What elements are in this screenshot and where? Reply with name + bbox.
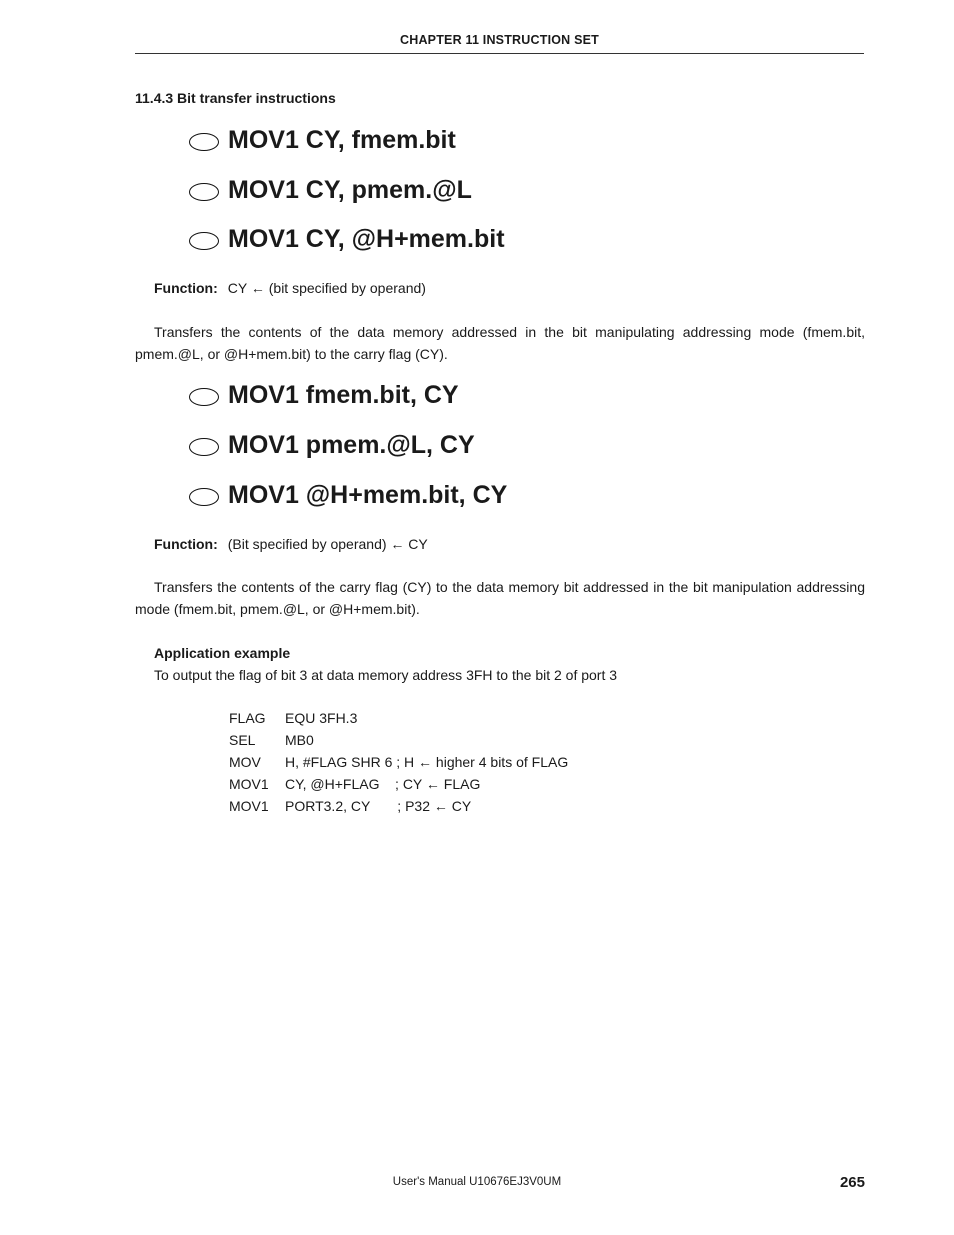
- instruction-title: MOV1 CY, @H+mem.bit: [228, 224, 505, 253]
- code-operand: PORT3.2, CY ; P32 ← CY: [285, 798, 472, 814]
- page-number: 265: [839, 1174, 865, 1191]
- code-op: SEL: [229, 732, 256, 748]
- code-op: MOV: [229, 754, 261, 770]
- description-paragraph: Transfers the contents of the data memory addressed in the bit manipulating addressing mode (fmem.bit, pmem.@L, or @H+mem.bit) to the carry flag (CY).: [135, 324, 865, 362]
- oval-bullet-icon: [189, 232, 219, 250]
- code-operand: EQU 3FH.3: [285, 710, 358, 726]
- function-label: Function:: [154, 536, 218, 552]
- instruction-title: MOV1 pmem.@L, CY: [228, 430, 475, 459]
- instruction-title: MOV1 CY, fmem.bit: [228, 125, 456, 154]
- code-line: [229, 709, 568, 731]
- oval-bullet-icon: [189, 388, 219, 406]
- code-line: [229, 775, 568, 797]
- section-heading: 11.4.3 Bit transfer instructions: [135, 90, 336, 106]
- oval-bullet-icon: [189, 133, 219, 151]
- chapter-header: CHAPTER 11 INSTRUCTION SET: [400, 33, 599, 47]
- code-line: [229, 731, 568, 753]
- instruction-heading: [189, 377, 459, 413]
- instruction-heading: [189, 172, 472, 208]
- oval-bullet-icon: [189, 438, 219, 456]
- code-op: MOV1: [229, 776, 269, 792]
- function-line: [154, 280, 426, 296]
- function-line: [154, 536, 428, 552]
- instruction-heading: [189, 221, 505, 257]
- instruction-heading: [189, 122, 456, 158]
- header-divider: [135, 53, 864, 54]
- oval-bullet-icon: [189, 488, 219, 506]
- function-label: Function:: [154, 280, 218, 296]
- function-text: CY ← (bit specified by operand): [227, 280, 426, 296]
- code-line: [229, 797, 568, 819]
- code-op: MOV1: [229, 798, 269, 814]
- footer-manual-id: User's Manual U10676EJ3V0UM: [392, 1176, 562, 1188]
- oval-bullet-icon: [189, 183, 219, 201]
- code-operand: MB0: [285, 732, 314, 748]
- code-op: FLAG: [229, 710, 266, 726]
- code-operand: CY, @H+FLAG ; CY ← FLAG: [285, 776, 481, 792]
- instruction-heading: [189, 427, 475, 463]
- code-listing: [229, 709, 568, 819]
- instruction-title: MOV1 fmem.bit, CY: [228, 380, 459, 409]
- code-operand: H, #FLAG SHR 6 ; H ← higher 4 bits of FLAG: [285, 754, 569, 770]
- application-example-description: To output the flag of bit 3 at data memory address 3FH to the bit 2 of port 3: [154, 667, 618, 683]
- application-example-heading: Application example: [154, 645, 291, 661]
- description-paragraph: Transfers the contents of the carry flag (CY) to the data memory bit addressed in the bit manipulation addressing mode (fmem.bit, pmem.@L, or @H+mem.bit).: [135, 579, 865, 617]
- code-line: [229, 753, 568, 775]
- instruction-heading: [189, 477, 507, 513]
- instruction-title: MOV1 CY, pmem.@L: [228, 175, 472, 204]
- instruction-title: MOV1 @H+mem.bit, CY: [228, 480, 508, 509]
- function-text: (Bit specified by operand) ← CY: [227, 536, 428, 552]
